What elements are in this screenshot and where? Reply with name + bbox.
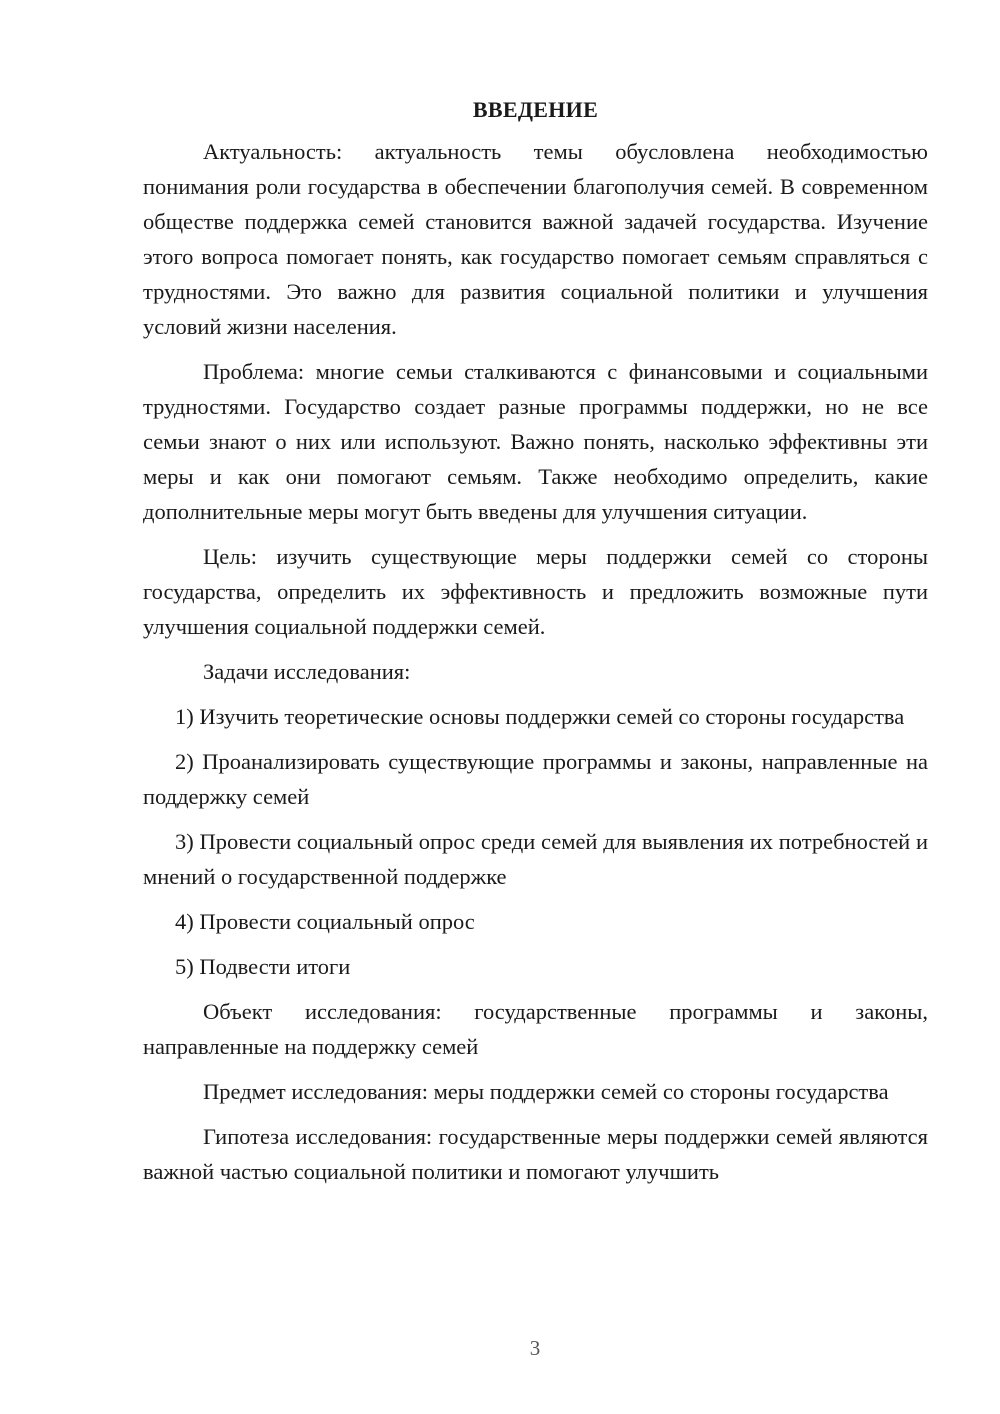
task-item: 5) Подвести итоги: [175, 954, 351, 979]
task-item: 1) Изучить теоретические основы поддержки семей со стороны государства: [175, 704, 905, 729]
problem-paragraph: Проблема: многие семьи сталкиваются с финансовыми и социальными трудностями. Государство создает разные программы поддержки, но не все семьи знают о них или используют. Важно понять, насколько эффективны эти меры и как они помогают семьям. Также необходимо определить, какие дополнительные меры могут быть введены для улучшения ситуации.: [143, 359, 928, 524]
goal-paragraph: Цель: изучить существующие меры поддержки семей со стороны государства, определить их эффективность и предложить возможные пути улучшения социальной поддержки семей.: [143, 544, 928, 639]
task-item: 2) Проанализировать существующие программы и законы, направленные на поддержку семей: [143, 749, 928, 809]
page-title: ВВЕДЕНИЕ: [472, 97, 599, 122]
task-item: 3) Провести социальный опрос среди семей для выявления их потребностей и мнений о государственной поддержке: [143, 829, 928, 889]
relevance-paragraph: Актуальность: актуальность темы обусловлена необходимостью понимания роли государства в обеспечении благополучия семей. В современном обществе поддержка семей становится важной задачей государства. Изучение этого вопроса помогает понять, как государство помогает семьям справляться с трудностями. Это важно для развития социальной политики и улучшения условий жизни населения.: [143, 139, 928, 339]
hypothesis-paragraph: Гипотеза исследования: государственные меры поддержки семей являются важной частью социальной политики и помогают улучшить: [143, 1124, 928, 1184]
subject-paragraph: Предмет исследования: меры поддержки семей со стороны государства: [203, 1079, 889, 1104]
tasks-heading: Задачи исследования:: [203, 659, 411, 684]
object-paragraph: Объект исследования: государственные программы и законы, направленные на поддержку семей: [143, 999, 928, 1059]
page-content: [143, 92, 928, 1199]
task-item: 4) Провести социальный опрос: [175, 909, 475, 934]
page-number: 3: [529, 1336, 541, 1360]
